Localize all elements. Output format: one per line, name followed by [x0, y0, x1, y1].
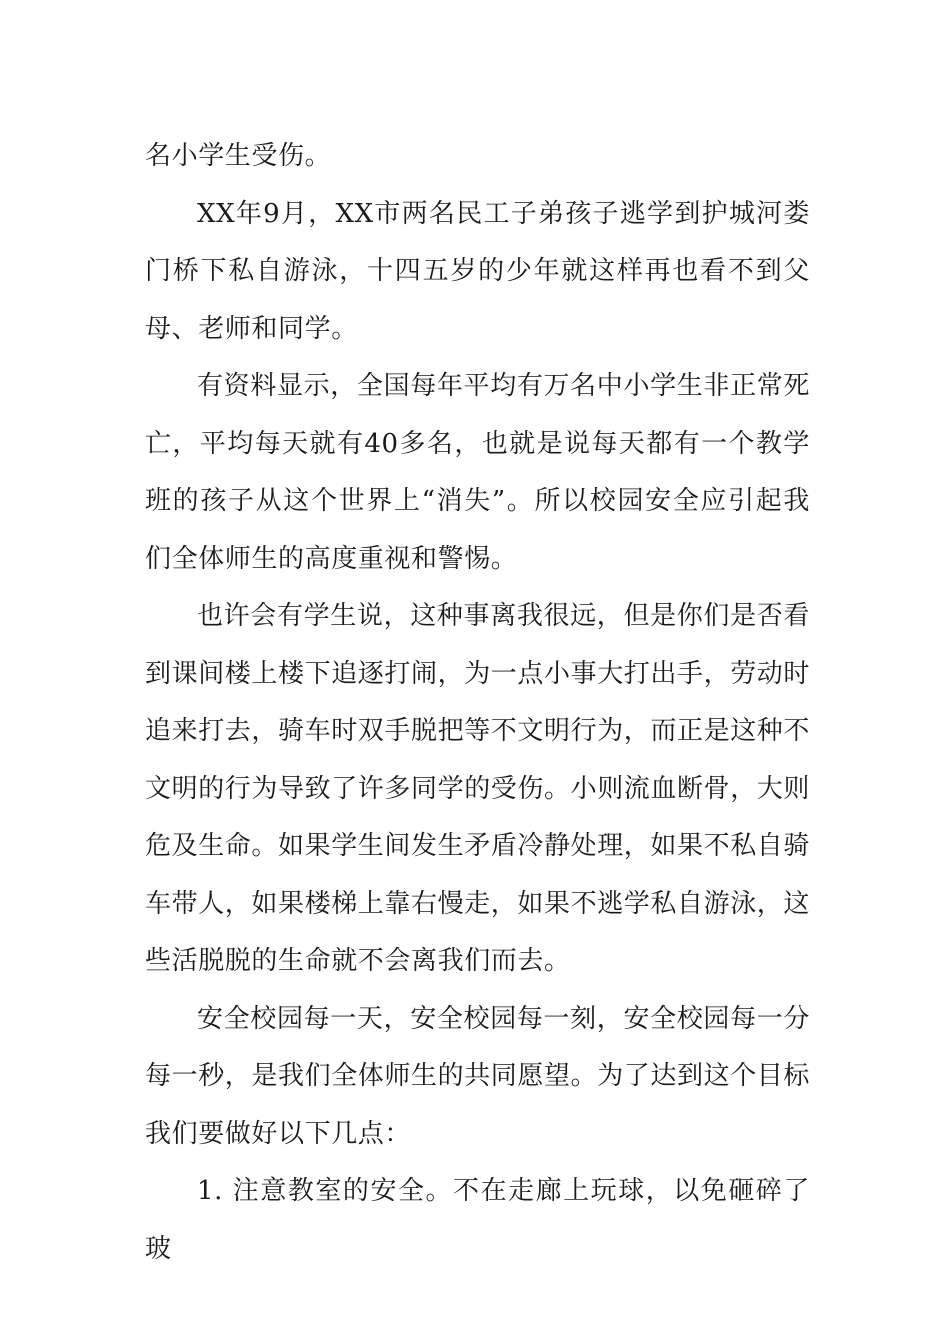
paragraph-3: 有资料显示，全国每年平均有万名中小学生非正常死亡，平均每天就有40多名，也就是说每天都有一个教学班的孩子从这个世界上“消失”。所以校园安全应引起我们全体师生的高度重视和警惕。: [145, 371, 810, 574]
paragraph-4: 也许会有学生说，这种事离我很远，但是你们是否看到课间楼上楼下追逐打闹，为一点小事大打出手，劳动时追来打去，骑车时双手脱把等不文明行为，而正是这种不文明的行为导致了许多同学的受伤。小则流血断骨，大则危及生命。如果学生间发生矛盾冷静处理，如果不私自骑车带人，如果楼梯上靠右慢走，如果不逃学私自游泳，这些活脱脱的生命就不会离我们而去。: [145, 601, 811, 976]
paragraph-5: 安全校园每一天，安全校园每一刻，安全校园每一分每一秒，是我们全体师生的共同愿望。为了达到这个目标我们要做好以下几点：: [145, 1003, 811, 1149]
paragraph-6-list-item-1: 1. 注意教室的安全。不在走廊上玩球，以免砸碎了玻: [145, 1176, 810, 1264]
paragraph-1: 名小学生受伤。: [145, 141, 332, 171]
document-body: [145, 128, 810, 1278]
paragraph-2: XX年9月，XX市两名民工子弟孩子逃学到护城河娄门桥下私自游泳，十四五岁的少年就这样再也看不到父母、老师和同学。: [145, 198, 810, 344]
